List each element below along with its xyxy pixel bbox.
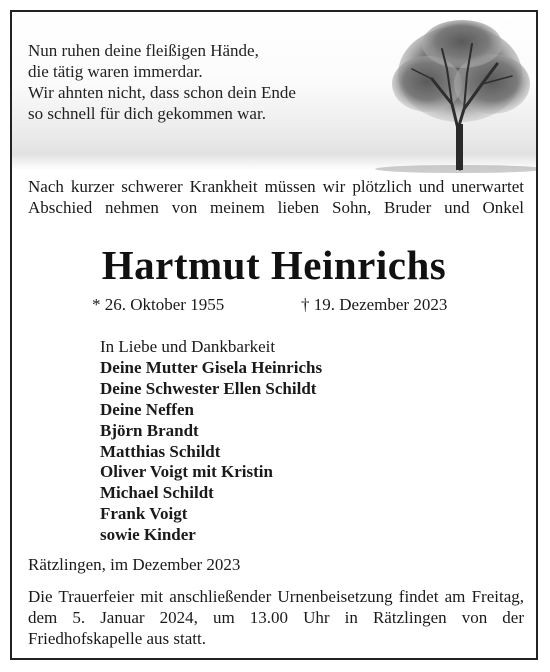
poem-line: Wir ahnten nicht, dass schon dein Ende	[28, 83, 296, 102]
tree-image	[372, 14, 538, 174]
family-member: Michael Schildt	[100, 483, 214, 503]
family-member: Deine Neffen	[100, 399, 194, 419]
family-member: Frank Voigt	[100, 504, 188, 524]
birth-date: * 26. Oktober 1955	[92, 295, 225, 314]
family-member: Deine Mutter Gisela Heinrichs	[100, 357, 323, 377]
family-member: sowie Kinder	[100, 525, 196, 545]
funeral-info: Die Trauerfeier mit anschließender Urnenbeisetzung findet am Freitag, dem 5. Januar 2024, um 13.00 Uhr in Rätzlingen von der Friedhofskapelle aus statt.	[28, 587, 524, 648]
family-list	[100, 337, 322, 546]
poem-line: so schnell für dich gekommen war.	[28, 104, 266, 123]
poem-line: die tätig waren immerdar.	[28, 62, 203, 81]
header-band	[12, 12, 536, 170]
family-member: Björn Brandt	[100, 420, 199, 440]
family-member: Matthias Schildt	[100, 441, 221, 461]
deceased-name: Hartmut Heinrichs	[101, 242, 447, 288]
family-lead: In Liebe und Dankbarkeit	[100, 337, 276, 356]
death-date: † 19. Dezember 2023	[301, 295, 448, 314]
family-member: Oliver Voigt mit Kristin	[100, 462, 273, 482]
poem	[28, 40, 296, 124]
obituary-notice	[10, 10, 538, 660]
intro-text: Nach kurzer schwerer Krankheit müssen wir plötzlich und unerwartet Abschied nehmen von meinem lieben Sohn, Bruder und Onkel	[28, 177, 524, 217]
family-member: Deine Schwester Ellen Schildt	[100, 378, 317, 398]
poem-line: Nun ruhen deine fleißigen Hände,	[28, 41, 259, 60]
place-date: Rätzlingen, im Dezember 2023	[28, 555, 241, 574]
